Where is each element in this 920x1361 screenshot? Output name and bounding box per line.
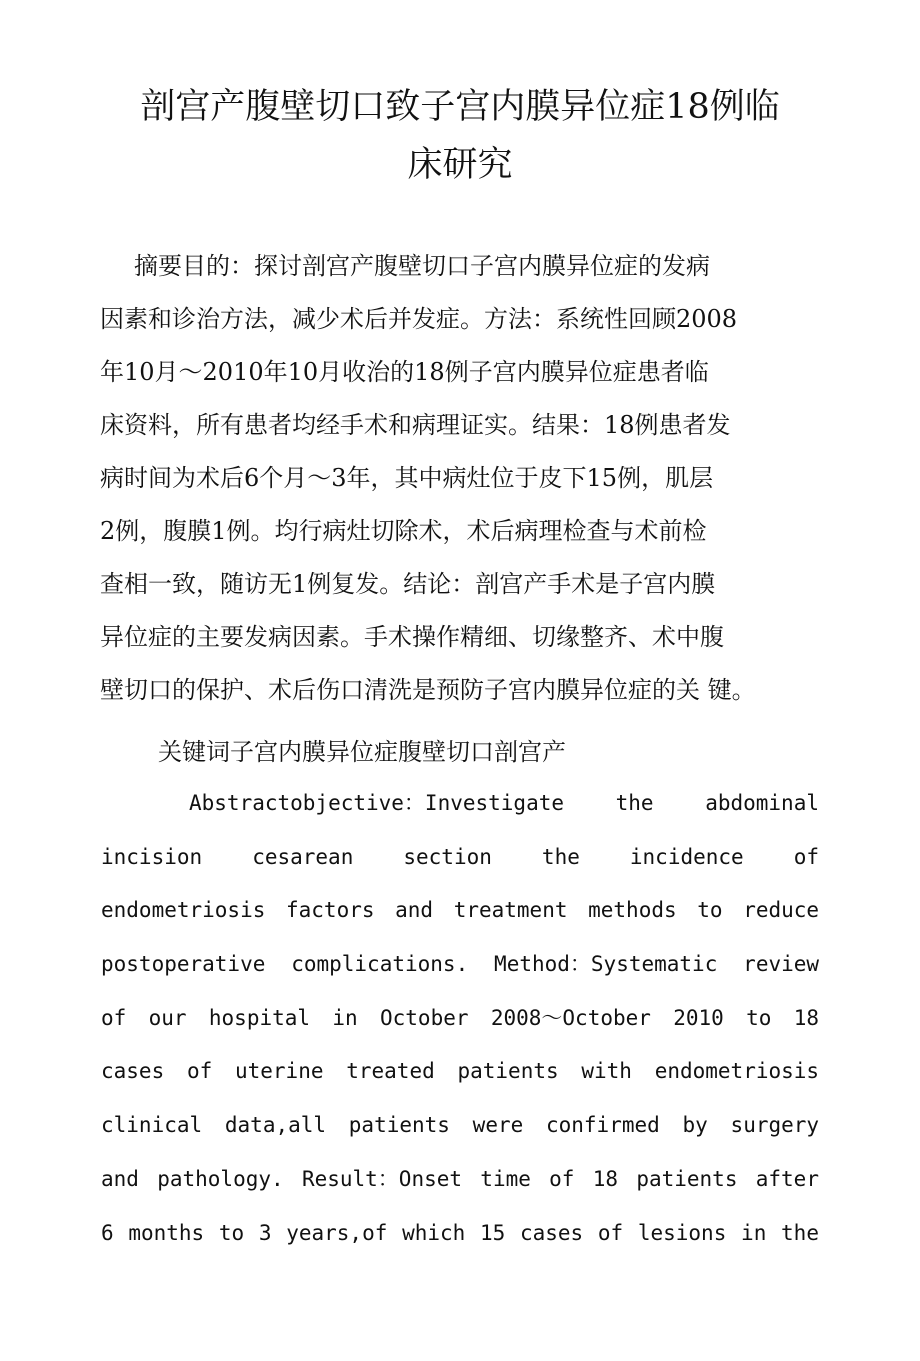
abstract-en-line: cases of uterine treated patients with endometriosis	[101, 1059, 819, 1084]
abstract-en-line: incision cesarean section the incidence of	[101, 844, 819, 869]
abstract-cn-line: 病时间为术后6个月～3年，其中病灶位于皮下15例，肌层	[100, 464, 714, 492]
paper-title	[100, 78, 820, 194]
abstract-cn-line: 床资料，所有患者均经手术和病理证实。结果：18例患者发	[100, 411, 731, 439]
paper-title-line-2: 床研究	[407, 145, 513, 185]
abstract-english	[101, 777, 819, 1260]
abstract-cn-line: 摘要目的：探讨剖宫产腹壁切口子宫内膜异位症的发病	[134, 252, 710, 280]
abstract-en-line: postoperative complications. Method：Systematic review	[101, 952, 819, 977]
keywords-line: 关键词子宫内膜异位症腹壁切口剖宫产	[158, 738, 566, 766]
abstract-en-line: Abstractobjective：Investigate the abdominal	[189, 791, 819, 815]
abstract-cn-line: 异位症的主要发病因素。手术操作精细、切缘整齐、术中腹	[100, 623, 724, 651]
abstract-en-line: and pathology. Result：Onset time of 18 patients after	[101, 1166, 819, 1191]
abstract-en-line: of our hospital in October 2008～October 2010 to 18	[101, 1005, 819, 1030]
abstract-cn-line: 年10月～2010年10月收治的18例子宫内膜异位症患者临	[100, 358, 709, 386]
abstract-en-line: clinical data,all patients were confirmed by surgery	[101, 1113, 819, 1138]
abstract-cn-line: 2例，腹膜1例。均行病灶切除术，术后病理检查与术前检	[100, 517, 707, 545]
abstract-chinese	[100, 240, 820, 717]
abstract-en-line: endometriosis factors and treatment methods to reduce	[101, 898, 819, 923]
abstract-cn-line: 壁切口的保护、术后伤口清洗是预防子宫内膜异位症的关 键。	[100, 676, 756, 704]
abstract-cn-line: 因素和诊治方法，减少术后并发症。方法：系统性回顾2008	[100, 305, 738, 333]
abstract-cn-line: 查相一致，随访无1例复发。结论：剖宫产手术是子宫内膜	[100, 570, 716, 598]
paper-title-line-1: 剖宫产腹壁切口致子宫内膜异位症18例临	[140, 87, 780, 127]
abstract-en-line: 6 months to 3 years,of which 15 cases of lesions in the	[101, 1220, 819, 1245]
